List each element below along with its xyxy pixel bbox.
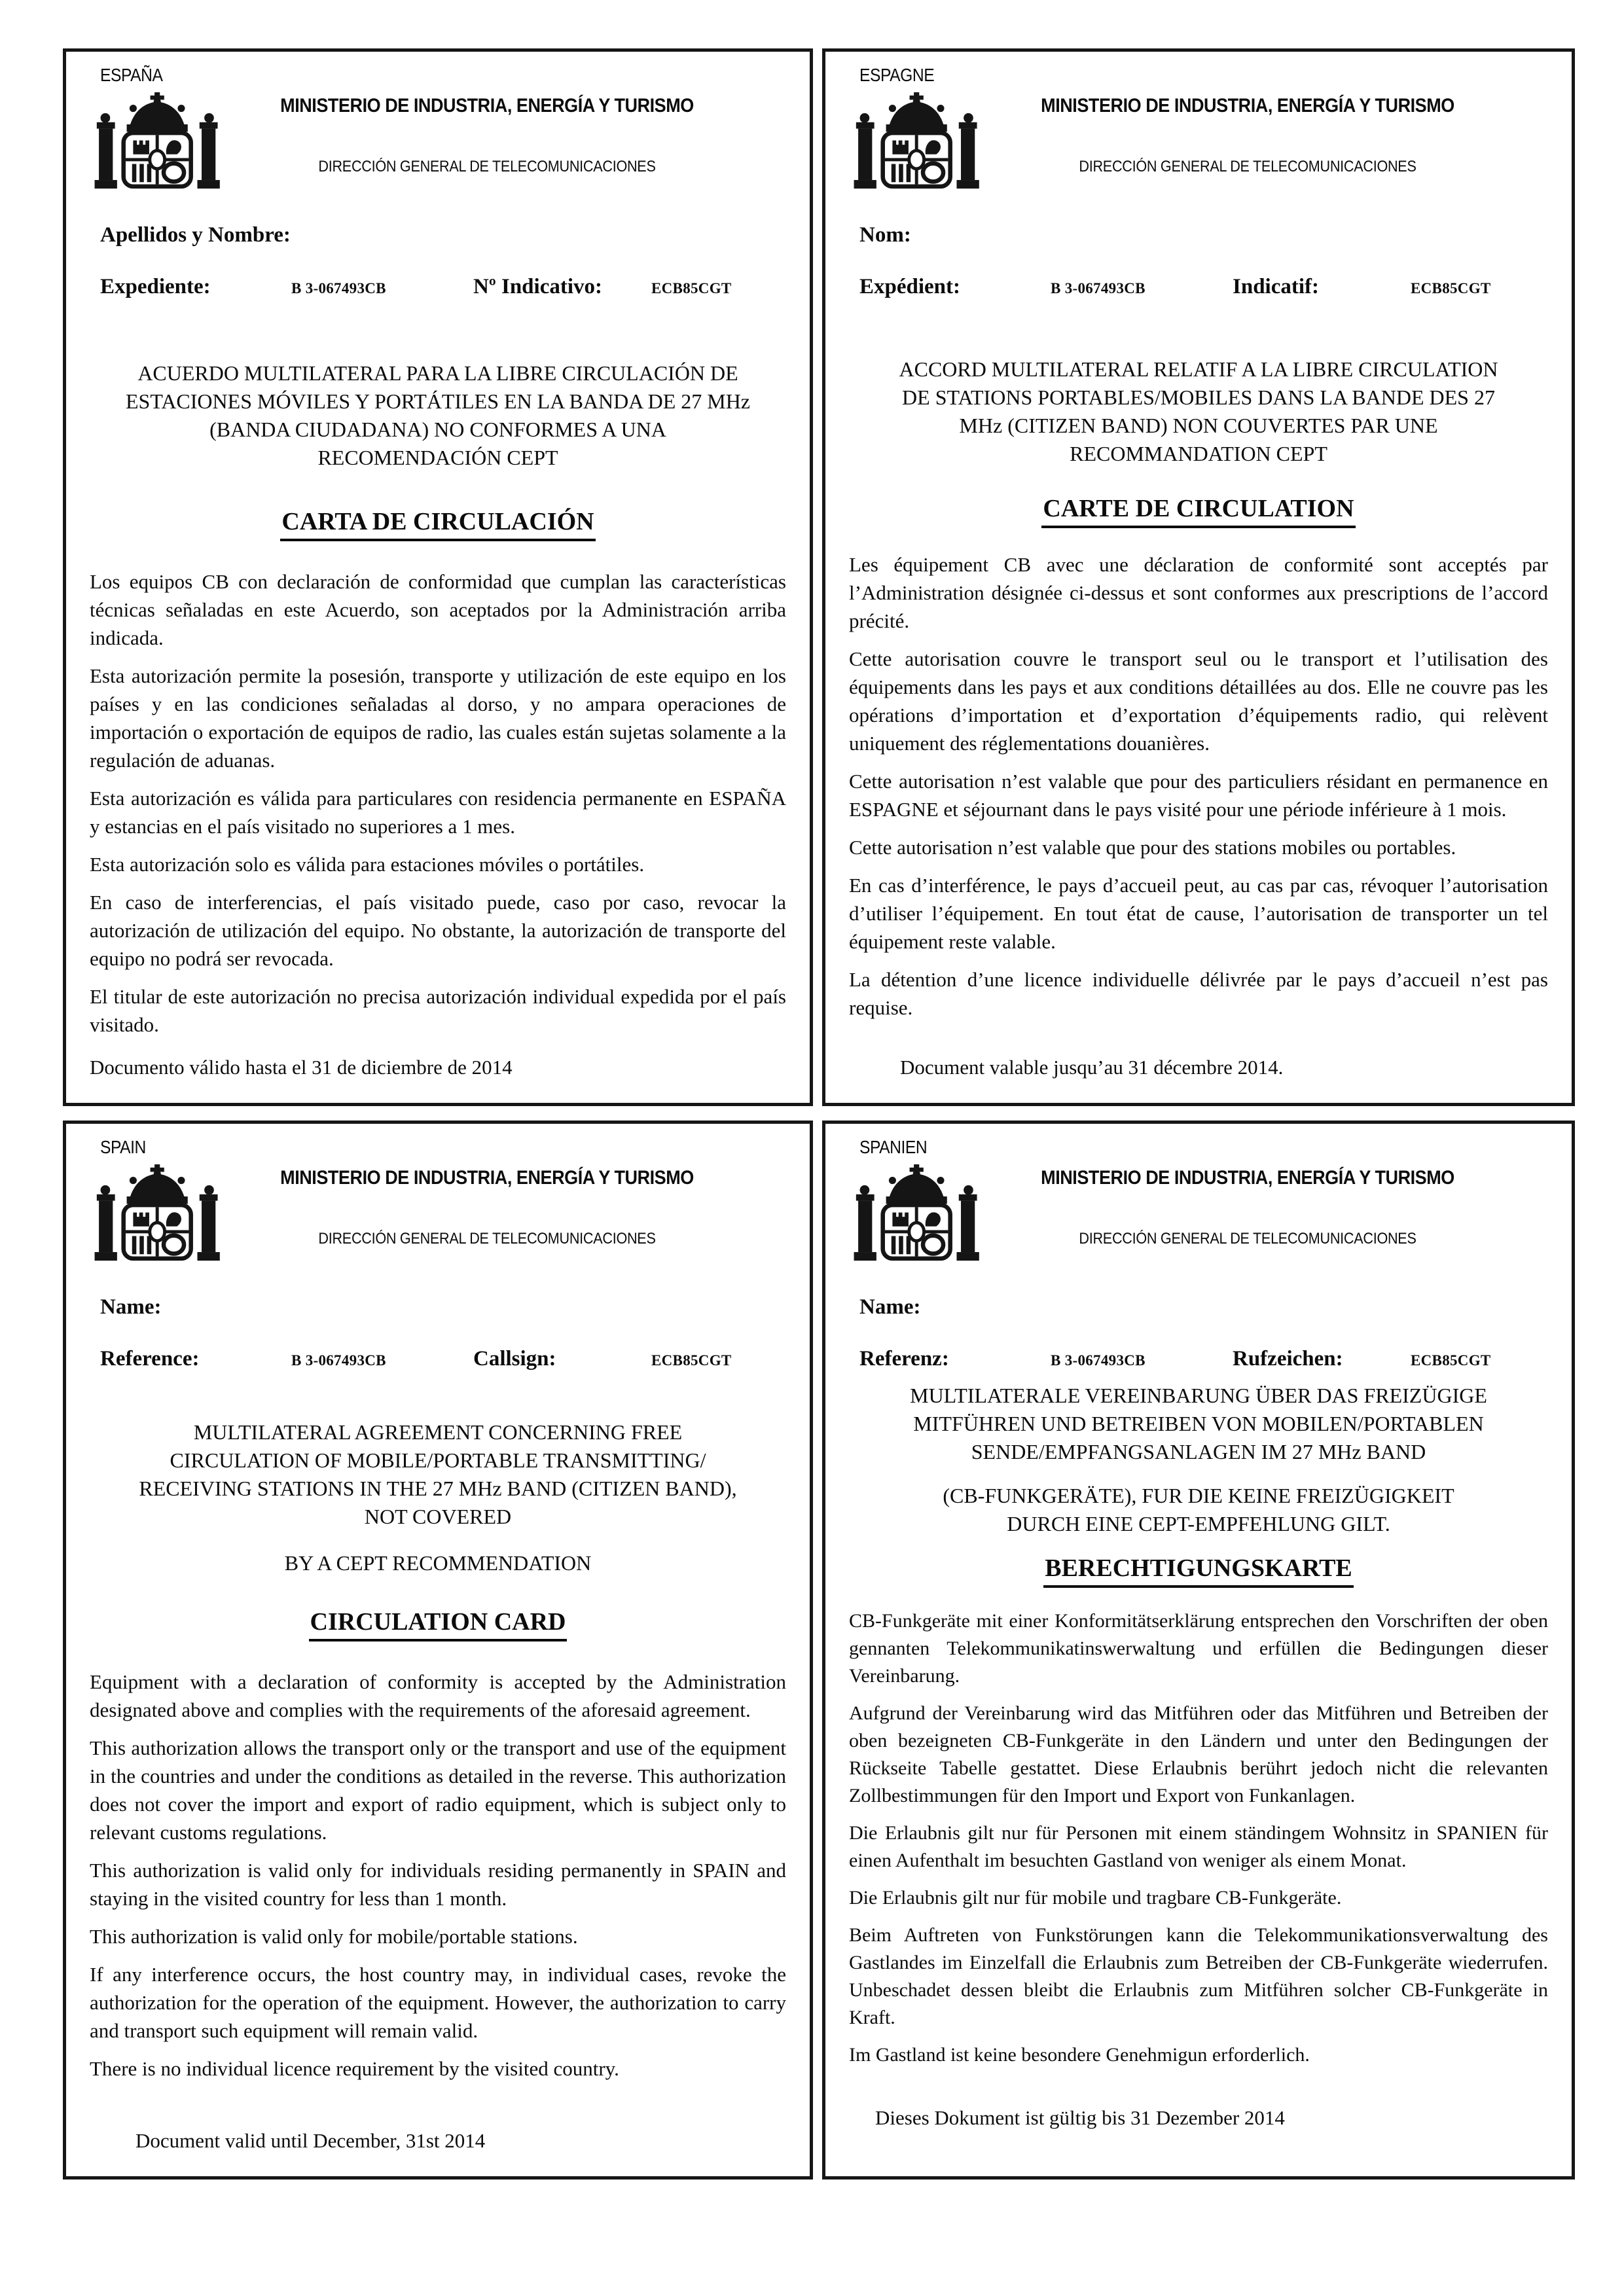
ministry-title: MINISTERIO DE INDUSTRIA, ENERGÍA Y TURISMO [1041, 95, 1454, 117]
paragraph: This authorization is valid only for individuals residing permanently in SPAIN and staying in the visited country for less than 1 month. [90, 1859, 786, 1910]
reference-row [100, 275, 786, 299]
spain-coat-of-arms-icon [92, 92, 223, 204]
card-heading: CARTA DE CIRCULACIÓN [90, 507, 786, 536]
card-panel-french [822, 48, 1575, 1106]
paragraph: This authorization allows the transport only or the transport and use of the equipment in the countries and under the conditions as detailed in the reverse. This authorization does not cover the import and export of radio equipment, which is subject only to relevant customs regulations. [90, 1736, 786, 1844]
paragraph: Beim Auftreten von Funkstörungen kann die Telekommunikationsverwaltung des Gastlandes im Einzelfall die Erlaubnis zum Betreiben der CB-Funkgeräte wiederrufen. Unbeschadet dessen bleibt die Erlaubnis zum Mitführen solcher CB-Funkgeräte in Kraft. [849, 1924, 1548, 2028]
department-title: DIRECCIÓN GENERAL DE TELECOMUNICACIONES [318, 1230, 656, 1247]
paragraph: Les équipement CB avec une déclaration de conformité sont acceptés par l’Administration désignée ci-dessus et sont conformes aux prescriptions de l’accord précité. [849, 553, 1548, 632]
country-label: ESPAGNE [859, 65, 935, 85]
holder-name-label: Name: [859, 1295, 921, 1319]
spain-coat-of-arms-icon [852, 92, 983, 204]
file-number-label: Referenz: [859, 1347, 949, 1371]
paragraph: Die Erlaubnis gilt nur für Personen mit einem ständingem Wohnsitz in SPANIEN für einen Aufenthalt im besuchten Gastland von weniger als einem Monat. [849, 1822, 1548, 1871]
country-label: SPANIEN [859, 1137, 928, 1157]
ministry-title: MINISTERIO DE INDUSTRIA, ENERGÍA Y TURISMO [280, 95, 694, 117]
panel-header [90, 1158, 786, 1281]
file-number-label: Reference: [100, 1347, 200, 1371]
callsign-label: Callsign: [473, 1347, 556, 1371]
holder-name-label: Nom: [859, 223, 911, 247]
file-number-value: B 3-067493CB [291, 1352, 386, 1369]
card-panel-english [63, 1121, 813, 2179]
paragraph: La détention d’une licence individuelle délivrée par le pays d’accueil n’est pas requise. [849, 968, 1548, 1019]
paragraph: This authorization is valid only for mobile/portable stations. [90, 1925, 578, 1948]
ministry-title: MINISTERIO DE INDUSTRIA, ENERGÍA Y TURISMO [280, 1167, 694, 1189]
department-title: DIRECCIÓN GENERAL DE TELECOMUNICACIONES [1079, 158, 1416, 175]
card-panel-german [822, 1121, 1575, 2179]
callsign-value: ECB85CGT [651, 280, 732, 296]
card-panel-spanish [63, 48, 813, 1106]
card-body [90, 1668, 786, 2092]
paragraph: If any interference occurs, the host country may, in individual cases, revoke the authorization for the operation of the equipment. However, the authorization to carry and transport such equipment will remain valid. [90, 1963, 786, 2042]
paragraph: CB-Funkgeräte mit einer Konformitätserklärung entsprechen den Vorschriften der oben gennanten Telekommunikatinswerwaltung und erfüllen die Bedingungen dieser Vereinbarung. [849, 1610, 1548, 1687]
paragraph: El titular de este autorización no precisa autorización individual expedida por el país visitado. [90, 985, 786, 1036]
callsign-value: ECB85CGT [651, 1352, 732, 1369]
spain-coat-of-arms-icon [852, 1164, 983, 1276]
callsign-label: Rufzeichen: [1233, 1347, 1343, 1371]
validity-note: Document valid until December, 31st 2014 [135, 2129, 486, 2152]
holder-name-label: Name: [100, 1295, 162, 1319]
country-label: SPAIN [100, 1137, 146, 1157]
callsign-label: Nº Indicativo: [473, 275, 602, 298]
file-number-value: B 3-067493CB [1051, 1352, 1146, 1369]
spain-coat-of-arms-icon [92, 1164, 223, 1276]
paragraph: Esta autorización solo es válida para estaciones móviles o portátiles. [90, 853, 645, 876]
agreement-title: ACCORD MULTILATERAL RELATIF A LA LIBRE CIRCULATION DE STATIONS PORTABLES/MOBILES DANS LA BANDE DES 27 MHz (CITIZEN BAND) NON COUVERTES PAR UNE RECOMMANDATION CEPT [899, 357, 1498, 465]
paragraph: Im Gastland ist keine besondere Genehmigun erforderlich. [849, 2044, 1310, 2066]
card-heading: BERECHTIGUNGSKARTE [849, 1554, 1548, 1583]
ministry-title: MINISTERIO DE INDUSTRIA, ENERGÍA Y TURISMO [1041, 1167, 1454, 1189]
agreement-title: MULTILATERALE VEREINBARUNG ÜBER DAS FREIZÜGIGE MITFÜHREN UND BETREIBEN VON MOBILEN/PORTABLEN SENDE/EMPFANGSANLAGEN IM 27 MHz BAND [910, 1384, 1487, 1463]
file-number-label: Expédient: [859, 275, 961, 298]
paragraph: Equipment with a declaration of conformity is accepted by the Administration designated above and complies with the requirements of the aforesaid agreement. [90, 1670, 786, 1721]
paragraph: Esta autorización es válida para particulares con residencia permanente en ESPAÑA y estancias en el país visitado no superiores a 1 mes. [90, 787, 786, 838]
paragraph: Cette autorisation n’est valable que pour des particuliers résidant en permanence en ESPAGNE et séjournant dans le pays visité pour une période inférieure à 1 mois. [849, 770, 1548, 821]
callsign-label: Indicatif: [1233, 275, 1319, 298]
panel-header [849, 1158, 1548, 1281]
file-number-value: B 3-067493CB [291, 280, 386, 296]
agreement-title: MULTILATERAL AGREEMENT CONCERNING FREE CIRCULATION OF MOBILE/PORTABLE TRANSMITTING/ RECEIVING STATIONS IN THE 27 MHz BAND (CITIZEN BAND), NOT COVERED [139, 1420, 737, 1528]
validity-note: Documento válido hasta el 31 de diciembre de 2014 [90, 1056, 513, 1079]
callsign-value: ECB85CGT [1411, 280, 1491, 296]
paragraph: En cas d’interférence, le pays d’accueil peut, au cas par cas, révoquer l’autorisation d’utiliser l’équipement. En tout état de cause, l’autorisation de transporter un tel équipement reste valable. [849, 874, 1548, 953]
agreement-title-2: (CB-FUNKGERÄTE), FUR DIE KEINE FREIZÜGIGKEIT DURCH EINE CEPT-EMPFEHLUNG GILT. [943, 1484, 1454, 1535]
holder-name-label: Apellidos y Nombre: [100, 223, 291, 247]
paragraph: Die Erlaubnis gilt nur für mobile und tragbare CB-Funkgeräte. [849, 1887, 1342, 1909]
paragraph: There is no individual licence requirement by the visited country. [90, 2057, 619, 2080]
department-title: DIRECCIÓN GENERAL DE TELECOMUNICACIONES [318, 158, 656, 175]
card-heading: CARTE DE CIRCULATION [849, 494, 1548, 523]
paragraph: Aufgrund der Vereinbarung wird das Mitführen oder das Mitführen und Betreiben der oben bezeigneten CB-Funkgeräte in den Ländern und unter den Bedingungen der Rückseite Tabelle gestattet. Diese Erlaubnis berührt jedoch nicht die relevanten Zollbestimmungen für den Import und Export von Funkanlagen. [849, 1702, 1548, 1806]
paragraph: En caso de interferencias, el país visitado puede, caso por caso, revocar la autorización de utilización del equipo. No obstante, la autorización de transporte del equipo no podrá ser revocada. [90, 891, 786, 970]
paragraph: Esta autorización permite la posesión, transporte y utilización de este equipo en los países y en las condiciones señaladas al dorso, y no ampara operaciones de importación o exportación de equipos de radio, las cuales están sujetas solamente a la regulación de aduanas. [90, 664, 786, 772]
reference-row [100, 1347, 786, 1371]
country-label: ESPAÑA [100, 65, 163, 85]
agreement-title-2: BY A CEPT RECOMMENDATION [284, 1551, 592, 1575]
file-number-value: B 3-067493CB [1051, 280, 1146, 296]
reference-row [859, 275, 1548, 299]
panel-header [90, 86, 786, 209]
panel-header [849, 86, 1548, 209]
paragraph: Cette autorisation n’est valable que pour des stations mobiles ou portables. [849, 836, 1456, 859]
reference-row [859, 1347, 1548, 1371]
card-body [849, 1607, 1548, 2079]
callsign-value: ECB85CGT [1411, 1352, 1491, 1369]
paragraph: Cette autorisation couvre le transport seul ou le transport et l’utilisation des équipements dans les pays et aux conditions détaillées au dos. Elle ne couvre pas les opérations d’importation et d’exportation d’équipements radio, qui relèvent uniquement des réglementations douanières. [849, 647, 1548, 755]
card-body [90, 567, 786, 1049]
card-heading: CIRCULATION CARD [90, 1607, 786, 1636]
department-title: DIRECCIÓN GENERAL DE TELECOMUNICACIONES [1079, 1230, 1416, 1247]
validity-note: Dieses Dokument ist gültig bis 31 Dezember 2014 [875, 2106, 1285, 2129]
card-body [849, 550, 1548, 1031]
paragraph: Los equipos CB con declaración de conformidad que cumplan las características técnicas señaladas en este Acuerdo, son aceptados por la Administración arriba indicada. [90, 570, 786, 649]
file-number-label: Expediente: [100, 275, 211, 298]
agreement-title: ACUERDO MULTILATERAL PARA LA LIBRE CIRCULACIÓN DE ESTACIONES MÓVILES Y PORTÁTILES EN LA BANDA DE 27 MHz (BANDA CIUDADANA) NO CONFORMES A UNA RECOMENDACIÓN CEPT [125, 361, 750, 469]
validity-note: Document valable jusqu’au 31 décembre 2014. [900, 1056, 1284, 1079]
